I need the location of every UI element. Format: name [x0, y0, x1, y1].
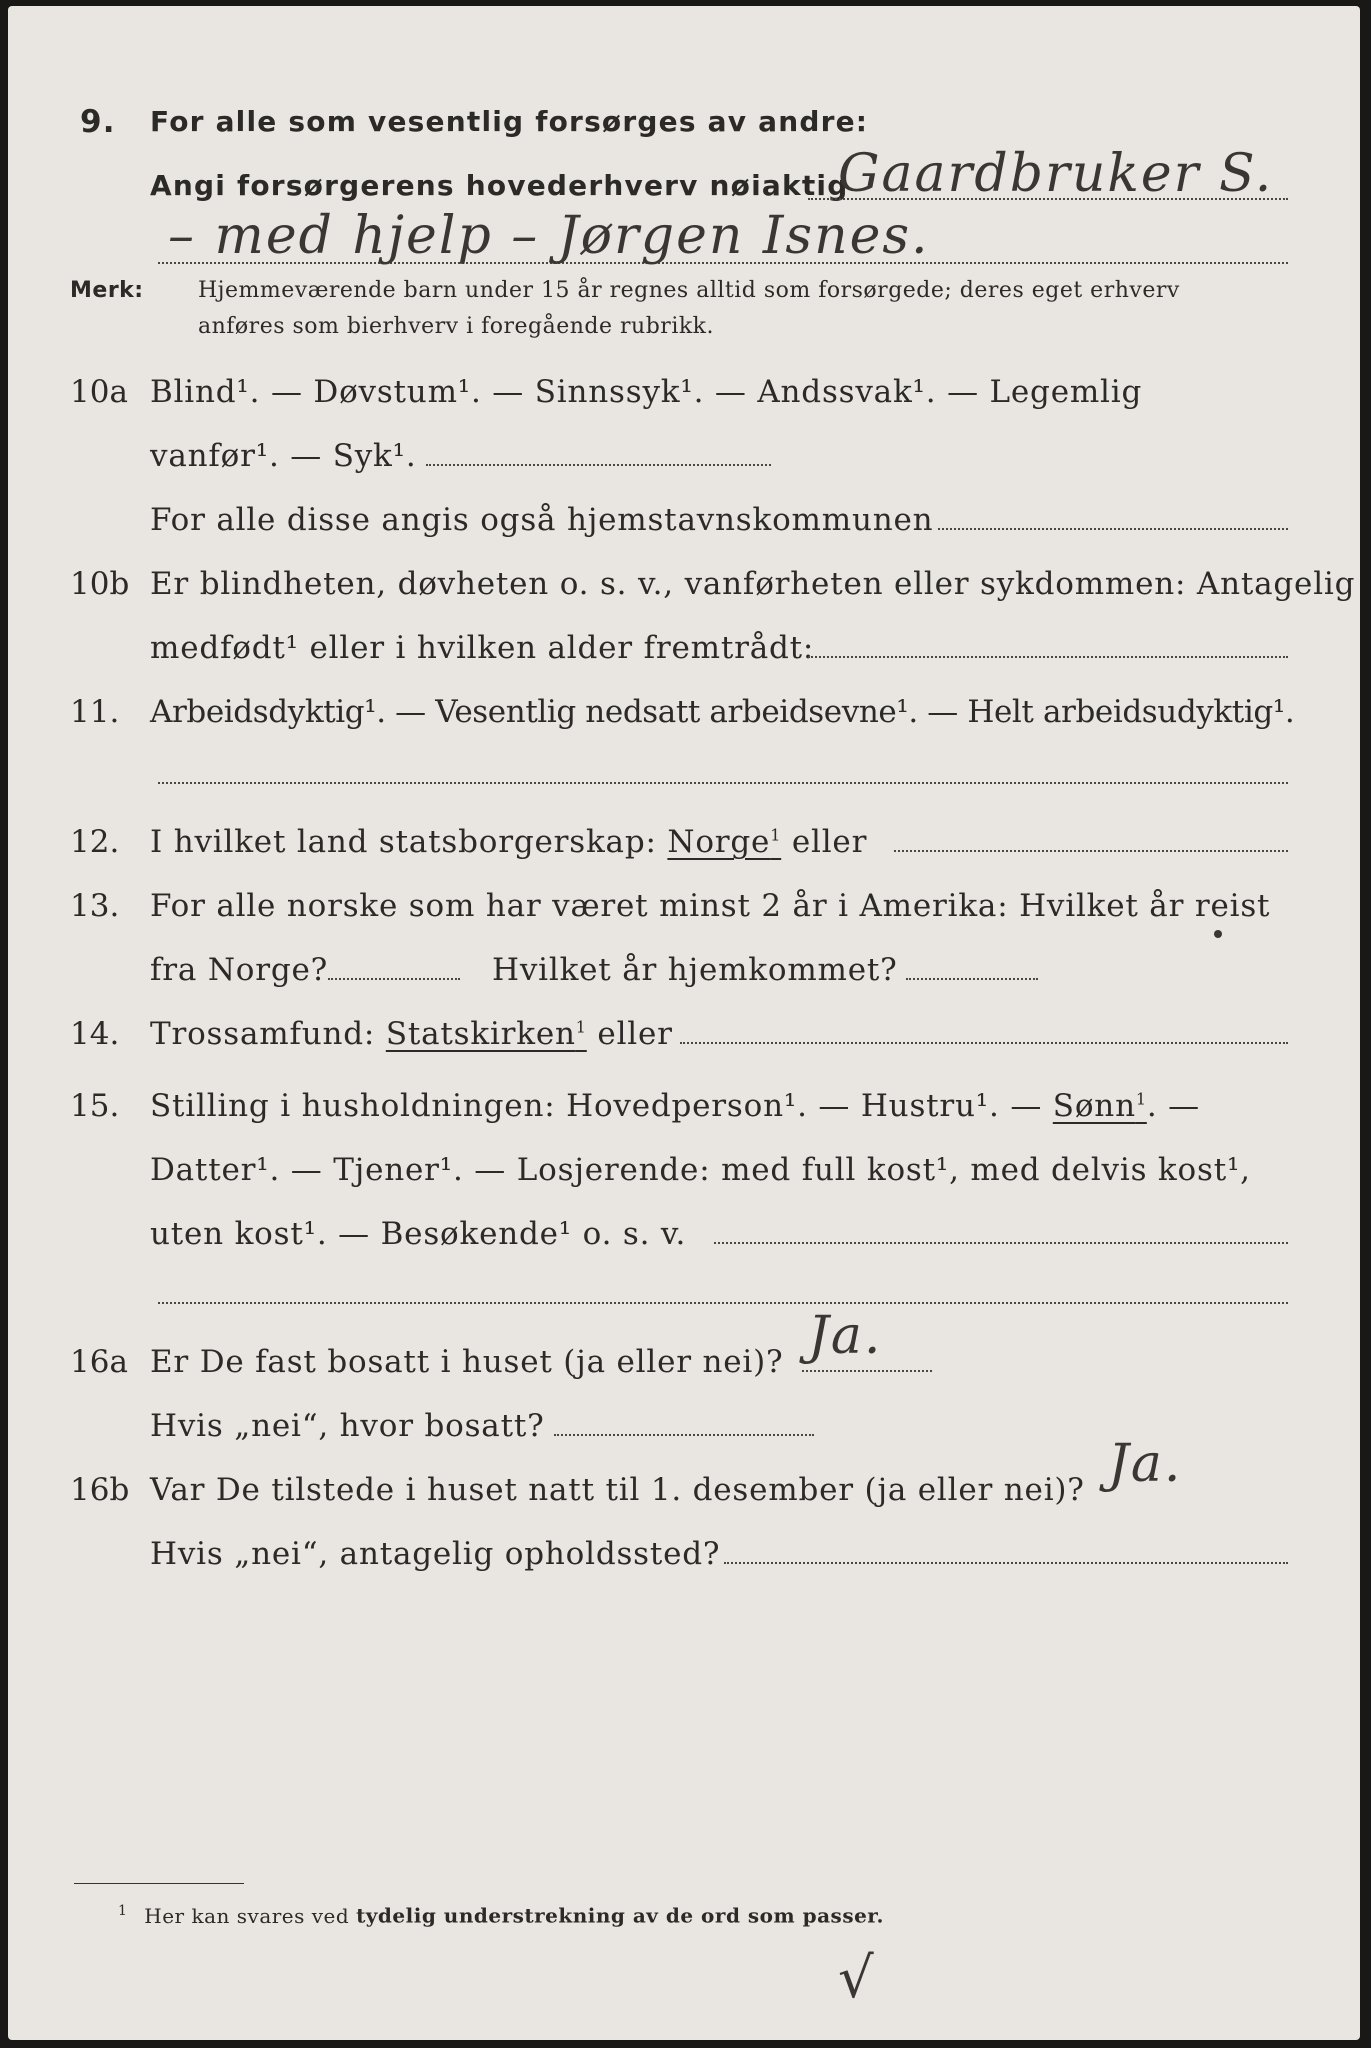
q10a-hjemstavn-field — [938, 528, 1288, 530]
q11-field — [158, 782, 1288, 784]
q13-line2a: fra Norge? — [150, 952, 329, 988]
q10a-line2: vanfør¹. — Syk¹. — [150, 438, 417, 474]
q10a-syk-field — [426, 464, 771, 466]
merk-line2: anføres som bierhverv i foregående rubrikk. — [198, 314, 715, 339]
q10a-line3: For alle disse angis også hjemstavnskommunen — [150, 502, 934, 538]
q13-hjemkommet-field — [906, 978, 1038, 980]
q10b-line1: Er blindheten, døvheten o. s. v., vanførheten eller sykdommen: Antagelig — [150, 566, 1356, 602]
q15-number: 15. — [70, 1088, 120, 1124]
q15-sonn-underlined: Sønn$^1$ — [1052, 1088, 1147, 1124]
q9-number: 9. — [80, 104, 116, 140]
q9-handwritten-occupation: Gaardbruker S. — [838, 144, 1274, 204]
footnote — [118, 1896, 884, 1931]
q10b-number: 10b — [70, 566, 130, 602]
q10b-field — [808, 656, 1288, 658]
footnote-marker: 1 — [118, 1903, 128, 1919]
footnote-text: Her kan svares ved — [144, 1903, 350, 1928]
q16a-field — [802, 1370, 932, 1372]
q13-reist-field — [328, 978, 460, 980]
q16a-number: 16a — [70, 1344, 128, 1380]
q12-eller: eller — [791, 824, 868, 860]
footnote-rule — [74, 1883, 244, 1884]
q10b-line2: medfødt¹ eller i hvilken alder fremtrådt: — [150, 630, 815, 666]
q16b-handwritten-answer: Ja. — [1108, 1434, 1183, 1494]
merk-label: Merk: — [70, 278, 144, 303]
q10a-number: 10a — [70, 374, 128, 410]
q15-field — [714, 1242, 1288, 1244]
q14-field — [680, 1042, 1288, 1044]
q16a-bosatt-field — [554, 1434, 814, 1436]
q16a-line2: Hvis „nei“, hvor bosatt? — [150, 1408, 545, 1444]
q12-line — [150, 822, 867, 862]
q16b-line2: Hvis „nei“, antagelig opholdssted? — [150, 1536, 721, 1572]
merk-line1: Hjemmeværende barn under 15 år regnes alltid som forsørgede; deres eget erhverv — [198, 278, 1180, 303]
q15-extra-field — [158, 1302, 1288, 1304]
q14-number: 14. — [70, 1016, 120, 1052]
q15-line2: Datter¹. — Tjener¹. — Losjerende: med full kost¹, med delvis kost¹, — [150, 1152, 1251, 1188]
q16a-line1: Er De fast bosatt i huset (ja eller nei)? — [150, 1344, 784, 1380]
q9-line1: For alle som vesentlig forsørges av andre: — [150, 105, 869, 138]
q14-line — [150, 1014, 673, 1054]
q10a-line1: Blind¹. — Døvstum¹. — Sinnssyk¹. — Andssvak¹. — Legemlig — [150, 374, 1143, 410]
q12-norge-underlined: Norge$^1$ — [667, 824, 782, 860]
q11-line1: Arbeidsdyktig¹. — Vesentlig nedsatt arbeidsevne¹. — Helt arbeidsudyktig¹. — [150, 694, 1295, 730]
q16b-line1: Var De tilstede i huset natt til 1. desember (ja eller nei)? — [150, 1472, 1085, 1508]
q15-line3: uten kost¹. — Besøkende¹ o. s. v. — [150, 1216, 687, 1252]
q9-line2: Angi forsørgerens hovederhverv nøiaktig — [150, 169, 849, 202]
q12-number: 12. — [70, 824, 120, 860]
q13-line2b: Hvilket år hjemkommet? — [492, 952, 898, 988]
census-form-page — [8, 6, 1360, 2040]
checkmark-mark: √ — [838, 1946, 876, 2011]
q14-eller: eller — [597, 1016, 673, 1052]
footnote-bold-text: tydelig understrekning av de ord som passer. — [356, 1903, 884, 1928]
q16b-opholdssted-field — [724, 1562, 1288, 1564]
q16a-handwritten-answer: Ja. — [808, 1306, 883, 1366]
q13-number: 13. — [70, 888, 120, 924]
q11-number: 11. — [70, 694, 120, 730]
q14-statskirken-underlined: Statskirken$^1$ — [385, 1016, 587, 1052]
q13-line1: For alle norske som har været minst 2 år i Amerika: Hvilket år reist — [150, 888, 1271, 924]
q12-question: I hvilket land statsborgerskap: — [150, 824, 657, 860]
q9-handwritten-provider: – med hjelp – Jørgen Isnes. — [168, 206, 930, 266]
q16b-number: 16b — [70, 1472, 130, 1508]
q15-line1: Stilling i husholdningen: Hovedperson¹. — Hustru¹. — Sønn$^1$. — — [150, 1088, 1200, 1124]
q12-field — [894, 850, 1288, 852]
ink-dot — [1214, 930, 1222, 938]
q14-question: Trossamfund: — [150, 1016, 376, 1052]
